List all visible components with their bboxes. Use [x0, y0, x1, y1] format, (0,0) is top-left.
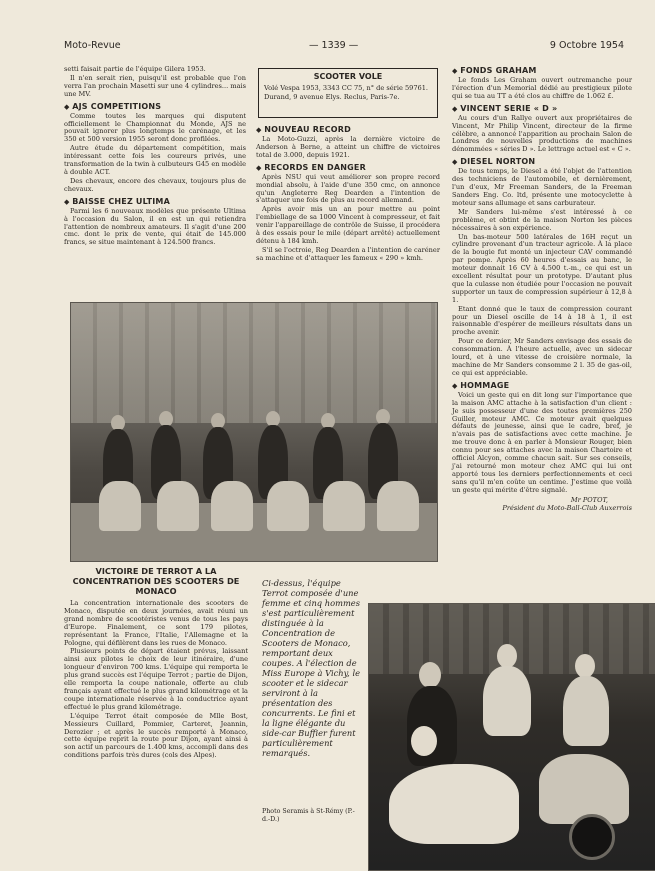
signature-title: Président du Moto-Ball-Club Auxerrois: [502, 503, 632, 512]
scooter: [99, 481, 141, 531]
team-photo: [70, 302, 438, 562]
diesel-paragraph: Etant donné que le taux de compression courant pour un Diesel oscille de 14 à 18 à 1, il est raisonnable d'espérer de meilleurs résultats dans un proche avenir.: [452, 304, 632, 337]
photo-credit: Photo Seramis à St-Rémy (P.-d.-D.): [262, 808, 355, 823]
diesel-paragraph: Pour ce dernier, Mr Sanders envisage des essais de consommation. À l'heure actuelle, avec un sidecar lourd, et à une vitesse de croisière normale, la machine de Mr Sanders consomme 2 l. 35 de gas-oil, ce qui est appréciable.: [452, 337, 632, 377]
intro-paragraph: Il n'en serait rien, puisqu'il est probable que l'on verra l'an prochain Masetti sur une 4 cylindres... mais une MV.: [64, 73, 246, 98]
ultima-paragraph: Parmi les 6 nouveaux modèles que présente Ultima à l'occasion du Salon, il en est un qui retiendra l'attention de nombreux amateurs. Il s'agit d'une 200 cmc. dont le prix de vente, qui était de 145.000 francs, se situe maintenant à 124.500 francs.: [64, 206, 246, 247]
person-head: [497, 644, 517, 668]
sidecar: [389, 764, 519, 844]
ajs-paragraph: Autre étude du département compétition, mais intéressant cette fois les coureurs privés, une transformation de la twin à culbuteurs G45 en modèle à double ACT.: [64, 144, 246, 176]
ajs-paragraph: Comme toutes les marques qui disputent officiellement le Championnat du Monde, AJS ne pouvait ignorer plus longtemps le carénage, et les 350 et 500 version 1955 seront donc profilées.: [64, 111, 246, 144]
person-head: [575, 654, 595, 678]
scooter: [157, 481, 199, 531]
terrot-paragraph: La concentration internationale des scooters de Monaco, disputée en deux journées, avait réuni un grand nombre de scootéristes venus de tous les pays d'Europe. Finalement, ce sont 179 pilotes, représentant la France, l'Italie, l'Allemagne et la Pologne, qui défilèrent dans les rues de Monaco.: [64, 599, 248, 647]
wheel: [569, 814, 615, 860]
terrot-article: [64, 564, 248, 761]
scooter: [539, 754, 629, 824]
scooter: [267, 481, 309, 531]
person-head: [411, 726, 437, 756]
photo-caption: Ci-dessus, l'équipe Terrot composée d'une femme et cinq hommes s'est particulièrement distinguée à la Concentration de Scooters de Monaco, remportant deux coupes. A l'élection de Miss Europe à Vichy, le scooter et le sidecar serviront à la présentation des concurrents. Le fini et la ligne élégante du side-car Buffier furent particulièrement remarqués.: [262, 578, 361, 758]
diesel-paragraph: De tous temps, le Diesel a été l'objet de l'attention des techniciens de l'automobile, et dernièrement, l'un d'eux, Mr Freeman Sanders, de la Freeman Sanders Eng. Co. ltd, présente une motocyclette à moteur sans allumage et sans carburateur.: [452, 167, 632, 207]
graham-paragraph: Le fonds Les Graham ouvert outremanche pour l'érection d'un Memorial dédié au prestigieux pilote qui se tua au TT a été clos au chiffre de 1.062 £.: [452, 76, 632, 100]
person: [563, 676, 609, 746]
scooter: [323, 481, 365, 531]
person: [483, 666, 531, 736]
diesel-paragraph: Mr Sanders lui-même s'est intéressé à ce problème, et obtint de la maison Norton les pièces nécessaires à son expérience.: [452, 207, 632, 232]
column-1: [64, 66, 246, 248]
scooter: [377, 481, 419, 531]
column-3: [452, 66, 632, 512]
section-heading-ajs: ◆ AJS COMPETITIONS: [64, 102, 246, 111]
section-heading-record: ◆ NOUVEAU RECORD: [256, 125, 440, 134]
box-text: Volé Vespa 1953, 3343 CC 75, n° de série 59761. Durand, 9 avenue Elys. Reclus, Paris-7e.: [264, 84, 429, 101]
diesel-paragraph: Un bas-moteur 500 latérales de 16H reçut un cylindre provenant d'un tracteur agricole. À la place de la bougie fut monté un injecteur CAV commandé par pompe. Après 60 heures d'essais au banc, le moteur donnait 16 CV à 4.500 t.-m., ce qui est un excellent résultat pour un prototype. D'autant plus que la culasse non étudiée pour l'occasion ne pouvait supporter un taux de compression supérieur à 12,8 à 1.: [452, 232, 632, 304]
page-header: [64, 40, 624, 54]
section-heading-hommage: ◆ HOMMAGE: [452, 381, 632, 390]
box-title: SCOOTER VOLE: [313, 72, 383, 81]
intro-paragraph: setti faisait partie de l'équipe Gilera 1953.: [64, 65, 206, 73]
signature-name: Mr POTOT,: [570, 495, 608, 504]
records-paragraph: S'il se l'octroie, Reg Dearden a l'intention de caréner sa machine et d'attaquer les fameux « 290 » kmh.: [256, 245, 440, 262]
terrot-paragraph: Plusieurs points de départ étaient prévus, laissant ainsi aux pilotes le choix de leur itinéraire, d'une longueur d'environ 700 kms. L'équipe qui remporta le plus grand succès est l'équipe Terrot ; partie de Dijon, elle remporta la coupe nationale, offerte au club français ayant effectué le plus grand kilométrage et la coupe internationale réservée à la conductrice ayant effectué le plus grand kilométrage.: [64, 647, 248, 711]
vincent-paragraph: Au cours d'un Rallye ouvert aux propriétaires de Vincent, Mr Philip Vincent, directeur de la firme célèbre, a annoncé l'apparition au prochain Salon de Londres de nouvelles productions de machines dénommées « séries D ». Le lettrage actuel est « C ».: [452, 113, 632, 154]
journal-name: Moto-Revue: [64, 40, 121, 51]
records-paragraph: Après avoir mis un an pour mettre au point l'embiellage de sa 1000 Vincent à compresseur, et fait venir l'appareillage de contrôle de Suisse, il procédera à des essais pour le mile (départ arrêté) actuellement détenu à 184 kmh.: [256, 205, 440, 245]
terrot-heading: VICTOIRE DE TERROT A LA CONCENTRATION DES SCOOTERS DE MONACO: [72, 566, 240, 596]
record-paragraph: La Moto-Guzzi, après la dernière victoire de Anderson à Berne, a atteint un chiffre de victoires total de 3.000, depuis 1921.: [256, 135, 440, 159]
section-heading-graham: ◆ FONDS GRAHAM: [452, 66, 632, 75]
ajs-paragraph: Des chevaux, encore des chevaux, toujours plus de chevaux.: [64, 176, 246, 193]
scooter-sidecar-photo: [368, 603, 655, 871]
person: [407, 686, 457, 766]
section-heading-ultima: ◆ BAISSE CHEZ ULTIMA: [64, 197, 246, 206]
scooter: [211, 481, 253, 531]
section-heading-vincent: ◆ VINCENT SERIE « D »: [452, 104, 632, 113]
issue-date: 9 Octobre 1954: [549, 40, 624, 51]
section-heading-records-danger: ◆ RECORDS EN DANGER: [256, 163, 440, 172]
page-number: — 1339 —: [309, 40, 359, 51]
hommage-paragraph: Voici un geste qui en dit long sur l'importance que la maison AMC attache à la satisfaction d'un client : Je suis possesseur d'une des toutes premières 250 Guiller, moteur AMC. Ce moteur avait quelques défauts de jeunesse, ainsi que le cadre, bref, je n'avais pas de satisfactions avec cette machine. Je me trouve donc à en parler à Monsieur Rouger, bien connu pour ses attaches avec la maison Chartoire et officiel Alcyon, comme chacun sait. Sur ses conseils, j'ai retourné mon moteur chez AMC qui lui ont apporté tous les derniers perfectionnements et ceci sans qu'il m'en coûte un centime. J'estime que voilà un geste qui mérite d'être signalé.: [452, 390, 632, 494]
records-paragraph: Après NSU qui veut améliorer son propre record mondial absolu, à l'aide d'une 350 cmc, on annonce qu'un Angleterre Reg Dearden a l'intention de s'attaquer une fois de plus au record allemand.: [256, 172, 440, 205]
section-heading-diesel: ◆ DIESEL NORTON: [452, 157, 632, 166]
person-head: [419, 662, 441, 688]
photo-background-building: [71, 303, 437, 423]
stolen-scooter-box: [258, 68, 438, 118]
column-2: [256, 122, 440, 264]
terrot-paragraph: L'équipe Terrot était composée de Mlle Bost, Messieurs Cuillard, Pommier, Carteret, Jeannin, Derozier ; et après le succès remporté à Monaco, cette équipe reprit la route pour Dijon, ayant ainsi à son actif un parcours de 1.400 kms, accompli dans des conditions parfois très dures (cols des Alpes).: [64, 711, 248, 760]
